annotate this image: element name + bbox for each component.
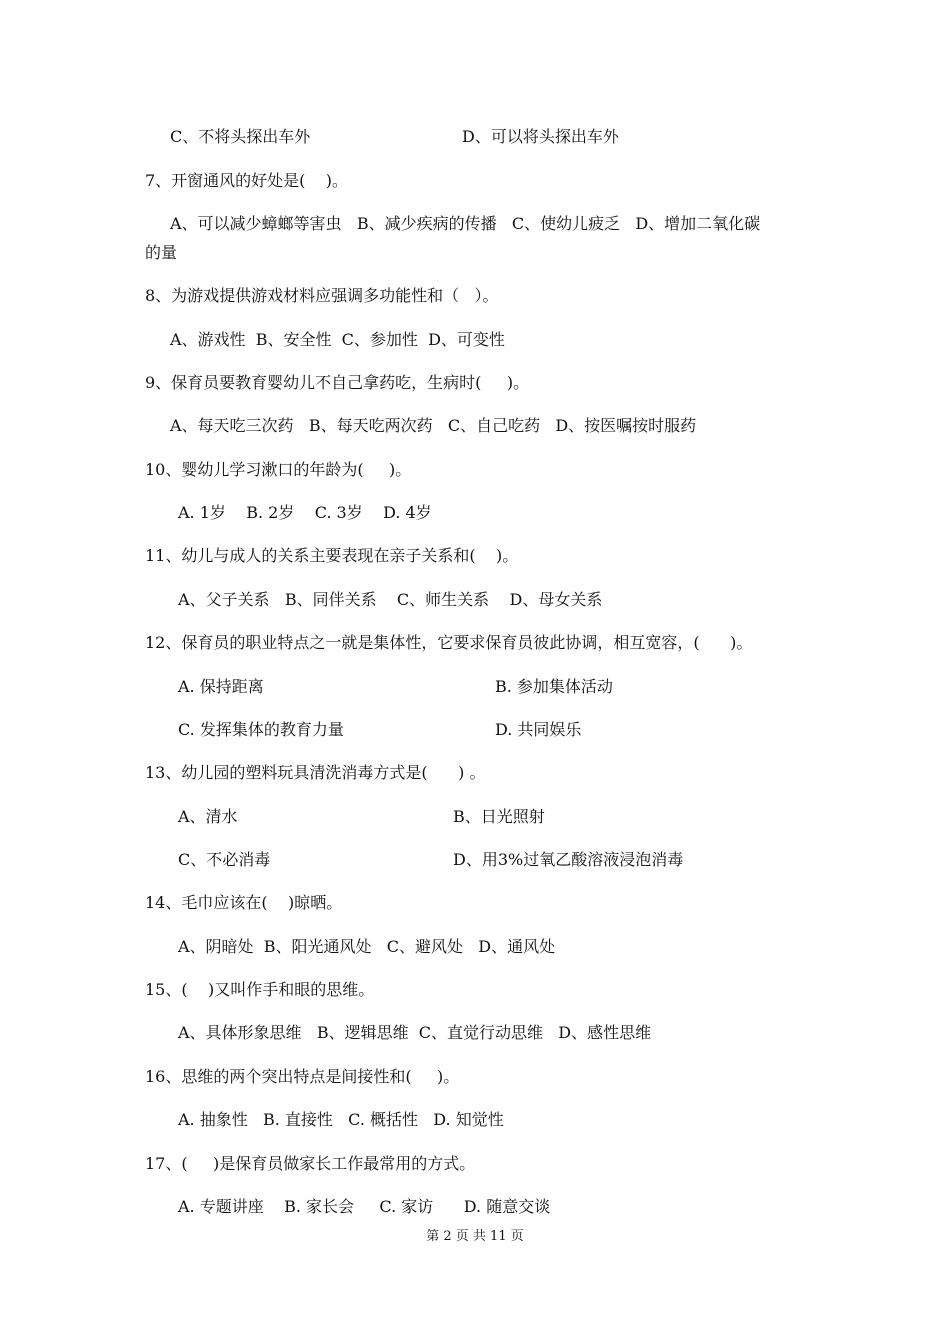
page-footer: 第 2 页 共 11 页 bbox=[426, 1229, 524, 1244]
q9-question: 9、保育员要教育婴幼儿不自己拿药吃，生病时( )。 bbox=[145, 373, 530, 392]
q13-option-b: B、日光照射 bbox=[453, 807, 545, 826]
q14-options: A、阴暗处 B、阳光通风处 C、避风处 D、通风处 bbox=[178, 937, 556, 956]
q10-options: A. 1岁 B. 2岁 C. 3岁 D. 4岁 bbox=[178, 503, 432, 522]
q13-option-a: A、清水 bbox=[178, 807, 238, 826]
q16-question: 16、思维的两个突出特点是间接性和( )。 bbox=[145, 1067, 460, 1086]
q12-option-a: A. 保持距离 bbox=[178, 677, 264, 696]
q12-question: 12、保育员的职业特点之一就是集体性，它要求保育员彼此协调，相互宽容，( )。 bbox=[145, 633, 753, 652]
q14-question: 14、毛巾应该在( )晾晒。 bbox=[145, 893, 343, 912]
q16-options: A. 抽象性 B. 直接性 C. 概括性 D. 知觉性 bbox=[178, 1110, 504, 1129]
q7-options-continued: 的量 bbox=[145, 243, 178, 262]
q10-question: 10、婴幼儿学习漱口的年龄为( )。 bbox=[145, 460, 412, 479]
q15-question: 15、( )又叫作手和眼的思维。 bbox=[145, 980, 375, 999]
q12-option-b: B. 参加集体活动 bbox=[495, 677, 613, 696]
q7-options: A、可以减少蟑螂等害虫 B、减少疾病的传播 C、使幼儿疲乏 D、增加二氧化碳 bbox=[170, 214, 761, 233]
q6-option-c: C、不将头探出车外 bbox=[170, 127, 311, 146]
q8-options: A、游戏性 B、安全性 C、参加性 D、可变性 bbox=[170, 330, 505, 349]
q12-option-c: C. 发挥集体的教育力量 bbox=[178, 720, 344, 739]
q9-options: A、每天吃三次药 B、每天吃两次药 C、自己吃药 D、按医嘱按时服药 bbox=[170, 416, 697, 435]
q13-question: 13、幼儿园的塑料玩具清洗消毒方式是( ) 。 bbox=[145, 763, 486, 782]
q15-options: A、具体形象思维 B、逻辑思维 C、直觉行动思维 D、感性思维 bbox=[178, 1023, 652, 1042]
q7-question: 7、开窗通风的好处是( )。 bbox=[145, 171, 349, 190]
q13-option-c: C、不必消毒 bbox=[178, 850, 271, 869]
q17-options: A. 专题讲座 B. 家长会 C. 家访 D. 随意交谈 bbox=[178, 1197, 551, 1216]
q17-question: 17、( )是保育员做家长工作最常用的方式。 bbox=[145, 1154, 476, 1173]
q6-option-d: D、可以将头探出车外 bbox=[462, 127, 619, 146]
q11-question: 11、幼儿与成人的关系主要表现在亲子关系和( )。 bbox=[145, 546, 519, 565]
q13-option-d: D、用3%过氧乙酸溶液浸泡消毒 bbox=[453, 850, 684, 869]
q12-option-d: D. 共同娱乐 bbox=[495, 720, 582, 739]
q11-options: A、父子关系 B、同伴关系 C、师生关系 D、母女关系 bbox=[178, 590, 603, 609]
q8-question: 8、为游戏提供游戏材料应强调多功能性和（ ）。 bbox=[145, 286, 499, 305]
